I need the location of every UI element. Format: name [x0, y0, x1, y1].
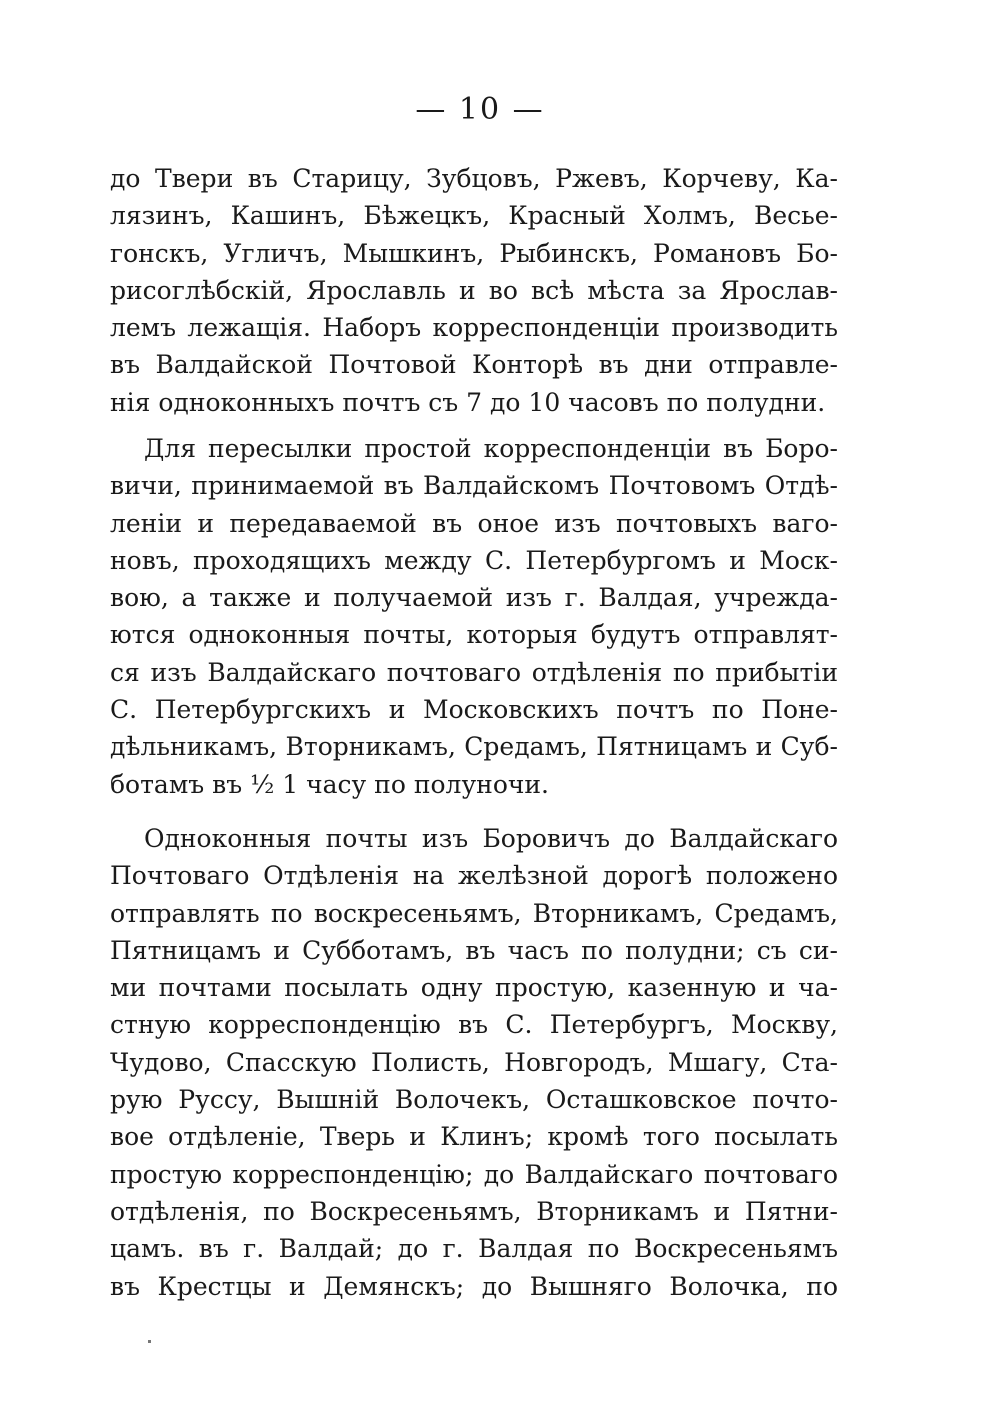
text-line: ми почтами посылать одну простую, казенную и ча-	[110, 973, 838, 1003]
text-line: отправлять по воскресеньямъ, Вторникамъ, Средамъ,	[110, 898, 838, 928]
text-line: Для пересылки простой корреспонденціи въ Боро-	[144, 434, 838, 463]
text-line: въ Крестцы и Демянскъ; до Вышняго Волочка, по	[110, 1271, 838, 1301]
text-line: цамъ. въ г. Валдай; до г. Валдая по Воскресеньямъ	[110, 1234, 838, 1264]
text-line: лемъ лежащія. Наборъ корреспонденціи производить	[110, 313, 838, 343]
text-line: дѣльникамъ, Вторникамъ, Средамъ, Пятницамъ и Суб-	[110, 732, 838, 762]
text-line: рую Руссу, Вышній Волочекъ, Осташковское почто-	[110, 1085, 838, 1115]
text-line: леніи и передаваемой въ оное изъ почтовыхъ ваго-	[110, 508, 838, 538]
text-line: новъ, проходящихъ между С. Петербургомъ и Моск-	[110, 545, 838, 575]
text-line: рисоглѣбскій, Ярославль и во всѣ мѣста за Ярослав-	[110, 275, 838, 305]
text-line: С. Петербургскихъ и Московскихъ почтъ по Поне-	[110, 695, 838, 725]
paragraph-2	[110, 430, 838, 803]
text-line: до Твери въ Старицу, Зубцовъ, Ржевъ, Корчеву, Ка-	[110, 164, 838, 193]
text-line: Одноконныя почты изъ Боровичъ до Валдайскаго	[144, 824, 838, 853]
text-line: гонскъ, Угличъ, Мышкинъ, Рыбинскъ, Романовъ Бо-	[110, 238, 838, 268]
text-line: отдѣленія, по Воскресеньямъ, Вторникамъ и Пятни-	[110, 1196, 838, 1226]
text-line: вичи, принимаемой въ Валдайскомъ Почтовомъ Отдѣ-	[110, 471, 838, 501]
text-line: нія одноконныхъ почтъ съ 7 до 10 часовъ по полудни.	[110, 387, 826, 417]
text-line: стную корреспонденцію въ С. Петербургъ, Москву,	[110, 1010, 838, 1040]
text-line: Почтоваго Отдѣленія на желѣзной дорогѣ положено	[110, 861, 838, 891]
scan-speck	[148, 1340, 151, 1343]
text-line: Чудово, Спасскую Полисть, Новгородъ, Мшагу, Ста-	[110, 1047, 838, 1077]
text-line: въ Валдайской Почтовой Конторѣ въ дни отправле-	[110, 350, 838, 380]
page-number: — 10 —	[415, 92, 545, 127]
paragraph-1	[110, 160, 838, 421]
paragraph-3	[110, 820, 838, 1305]
text-line: вою, а также и получаемой изъ г. Валдая, учрежда-	[110, 583, 838, 613]
text-line: ются одноконныя почты, которыя будутъ отправлят-	[110, 620, 838, 650]
text-line: ся изъ Валдайскаго почтоваго отдѣленія по прибытіи	[110, 657, 838, 687]
text-line: вое отдѣленіе, Тверь и Клинъ; кромѣ того посылать	[110, 1122, 838, 1152]
text-line: Пятницамъ и Субботамъ, въ часъ по полудни; съ си-	[110, 935, 838, 965]
text-line: ботамъ въ ½ 1 часу по полуночи.	[110, 769, 550, 799]
text-line: простую корреспонденцію; до Валдайскаго почтоваго	[110, 1159, 838, 1189]
text-line: лязинъ, Кашинъ, Бѣжецкъ, Красный Холмъ, Весье-	[110, 201, 838, 231]
